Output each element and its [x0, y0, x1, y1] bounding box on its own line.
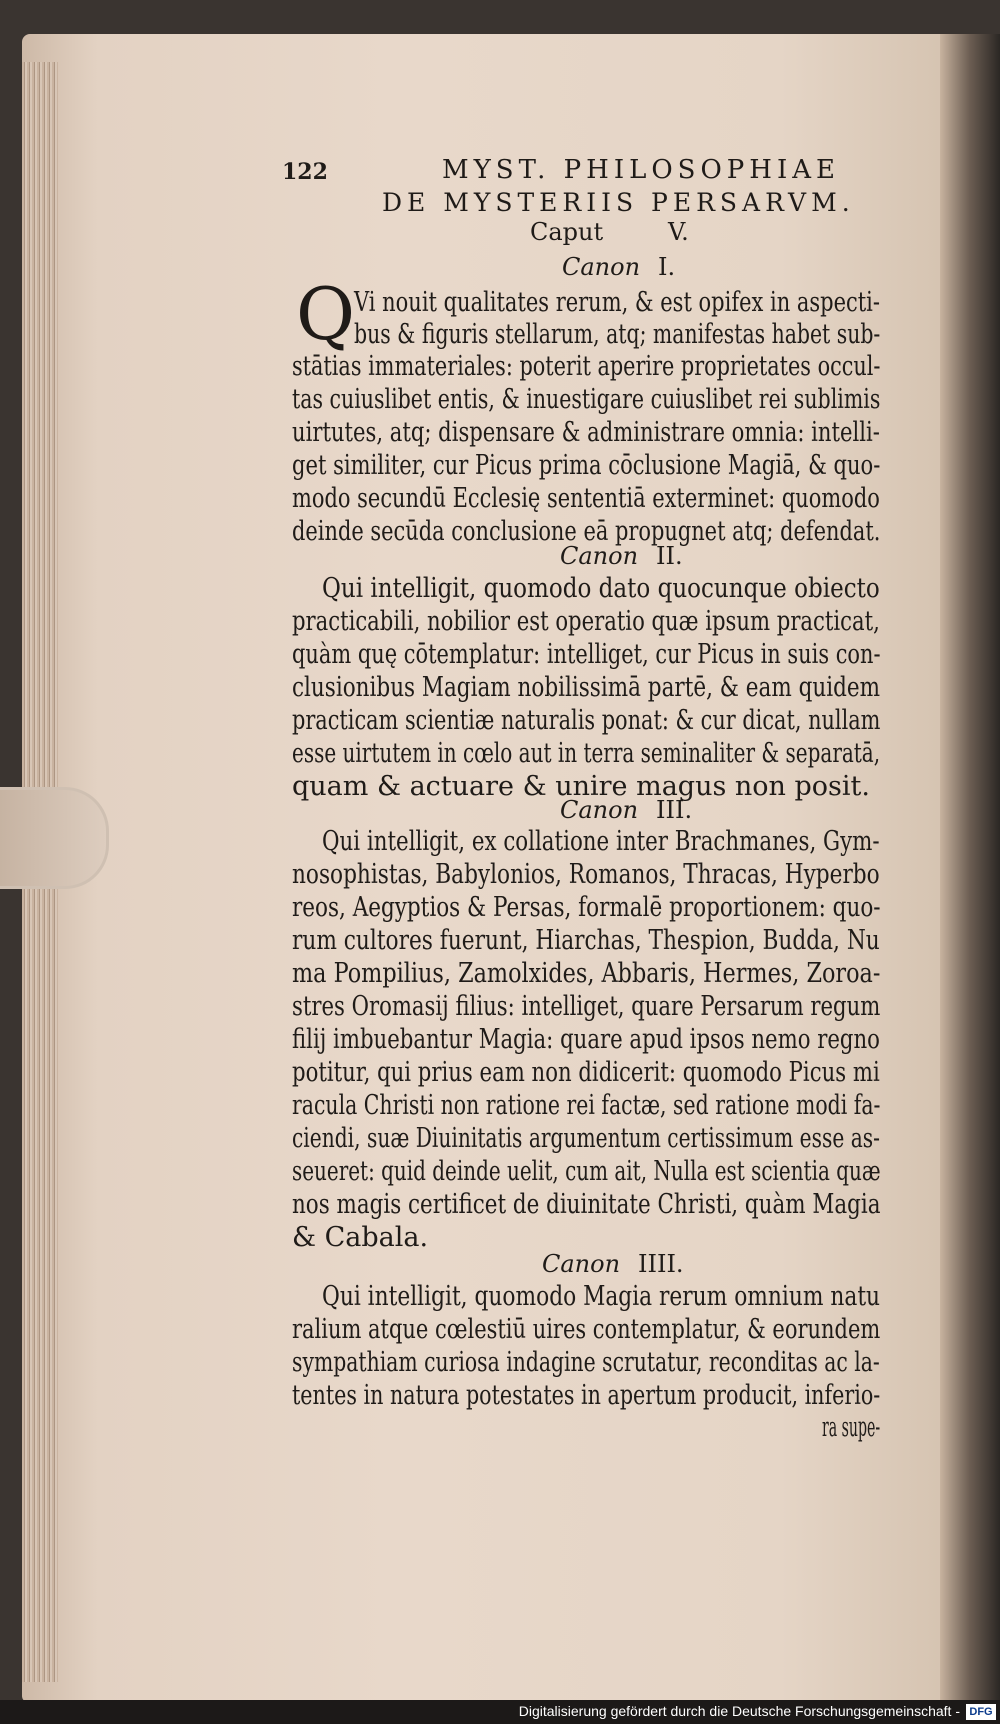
text-line: esse uirtutem in cœlo aut in terra seminaliter & separatā, [292, 738, 881, 769]
text-line: ciendi, suæ Diuinitatis argumentum certissimum esse as- [292, 1123, 880, 1154]
canon-heading-label: Canon [562, 253, 641, 281]
dfg-logo: DFG [966, 1704, 996, 1720]
text-line: reos, Aegyptios & Persas, formalē proportionem: quo- [292, 892, 881, 923]
running-title: MYST. PHILOSOPHIAE [442, 155, 840, 185]
footer-credit: Digitalisierung gefördert durch die Deutsche Forschungsgemeinschaft - [518, 1703, 960, 1719]
digitization-footer [0, 1700, 1000, 1724]
text-line: stātias immateriales: poterit aperire proprietates occul- [292, 351, 881, 382]
text-line: filij imbuebantur Magia: quare apud ipsos nemo regno [292, 1024, 880, 1055]
text-line: quam & actuare & unire magus non posit. [292, 771, 870, 802]
text-line: uirtutes, atq; dispensare & administrare omnia: intelli- [292, 417, 880, 448]
text-line: bus & figuris stellarum, atq; manifestas habet sub- [354, 319, 881, 350]
section-title: DE MYSTERIIS PERSARVM. [382, 188, 855, 217]
text-line: & Cabala. [292, 1222, 429, 1253]
canon-heading-number: III. [656, 796, 693, 824]
canon-heading-number: IIII. [638, 1250, 684, 1278]
text-line: stres Oromasij filius: intelliget, quare Persarum regum [292, 991, 881, 1022]
text-line: modo secundū Ecclesię sententiā exterminet: quomodo [292, 483, 880, 514]
text-line: nos magis certificet de diuinitate Christi, quàm Magia [292, 1189, 881, 1220]
text-line: racula Christi non ratione rei factæ, sed ratione modi fa- [292, 1090, 881, 1121]
canon-heading-label: Canon [542, 1250, 621, 1278]
chapter-label: Caput [530, 218, 604, 246]
text-line: practicabili, nobilior est operatio quæ ipsum practicat, [292, 606, 880, 637]
text-line: potitur, qui prius eam non didicerit: quomodo Picus mi [292, 1057, 880, 1088]
canon-heading-label: Canon [560, 796, 639, 824]
text-line: Qui intelligit, quomodo Magia rerum omnium natu [322, 1281, 881, 1312]
text-line: ralium atque cœlestiū uires contemplatur, & eorundem [292, 1314, 881, 1345]
drop-cap: Q [296, 272, 356, 356]
text-line: nosophistas, Babylonios, Romanos, Thracas, Hyperbo [292, 859, 880, 890]
text-line: rum cultores fuerunt, Hiarchas, Thespion, Budda, Nu [292, 925, 880, 956]
text-line: deinde secūda conclusione eā propugnet atq; defendat. [292, 516, 881, 547]
catchword: ra supe- [822, 1412, 881, 1443]
page-number: 122 [282, 159, 328, 185]
text-line: get similiter, cur Picus prima cōclusione Magiā, & quo- [292, 450, 881, 481]
text-line: quàm quę cōtemplatur: intelliget, cur Picus in suis con- [292, 639, 881, 670]
canon-heading-number: II. [656, 542, 683, 570]
text-line: practicam scientiæ naturalis ponat: & cur dicat, nullam [292, 705, 881, 736]
text-line: Vi nouit qualitates rerum, & est opifex in aspecti- [354, 287, 880, 318]
text-line: Qui intelligit, quomodo dato quocunque obiecto [322, 573, 880, 604]
chapter-number: V. [668, 218, 689, 246]
text-line: seueret: quid deinde uelit, cum ait, Nulla est scientia quæ [292, 1156, 881, 1187]
canon-heading-label: Canon [560, 542, 639, 570]
text-line: clusionibus Magiam nobilissimā partē, & eam quidem [292, 672, 881, 703]
canon-heading-number: I. [658, 253, 676, 281]
text-line: tentes in natura potestates in apertum producit, inferio- [292, 1380, 881, 1411]
text-line: ma Pompilius, Zamolxides, Abbaris, Hermes, Zoroa- [292, 958, 881, 989]
text-line: Qui intelligit, ex collatione inter Brachmanes, Gym- [322, 826, 880, 857]
text-line: tas cuiuslibet entis, & inuestigare cuiuslibet rei sublimis [292, 384, 881, 415]
text-line: sympathiam curiosa indagine scrutatur, reconditas ac la- [292, 1347, 880, 1378]
